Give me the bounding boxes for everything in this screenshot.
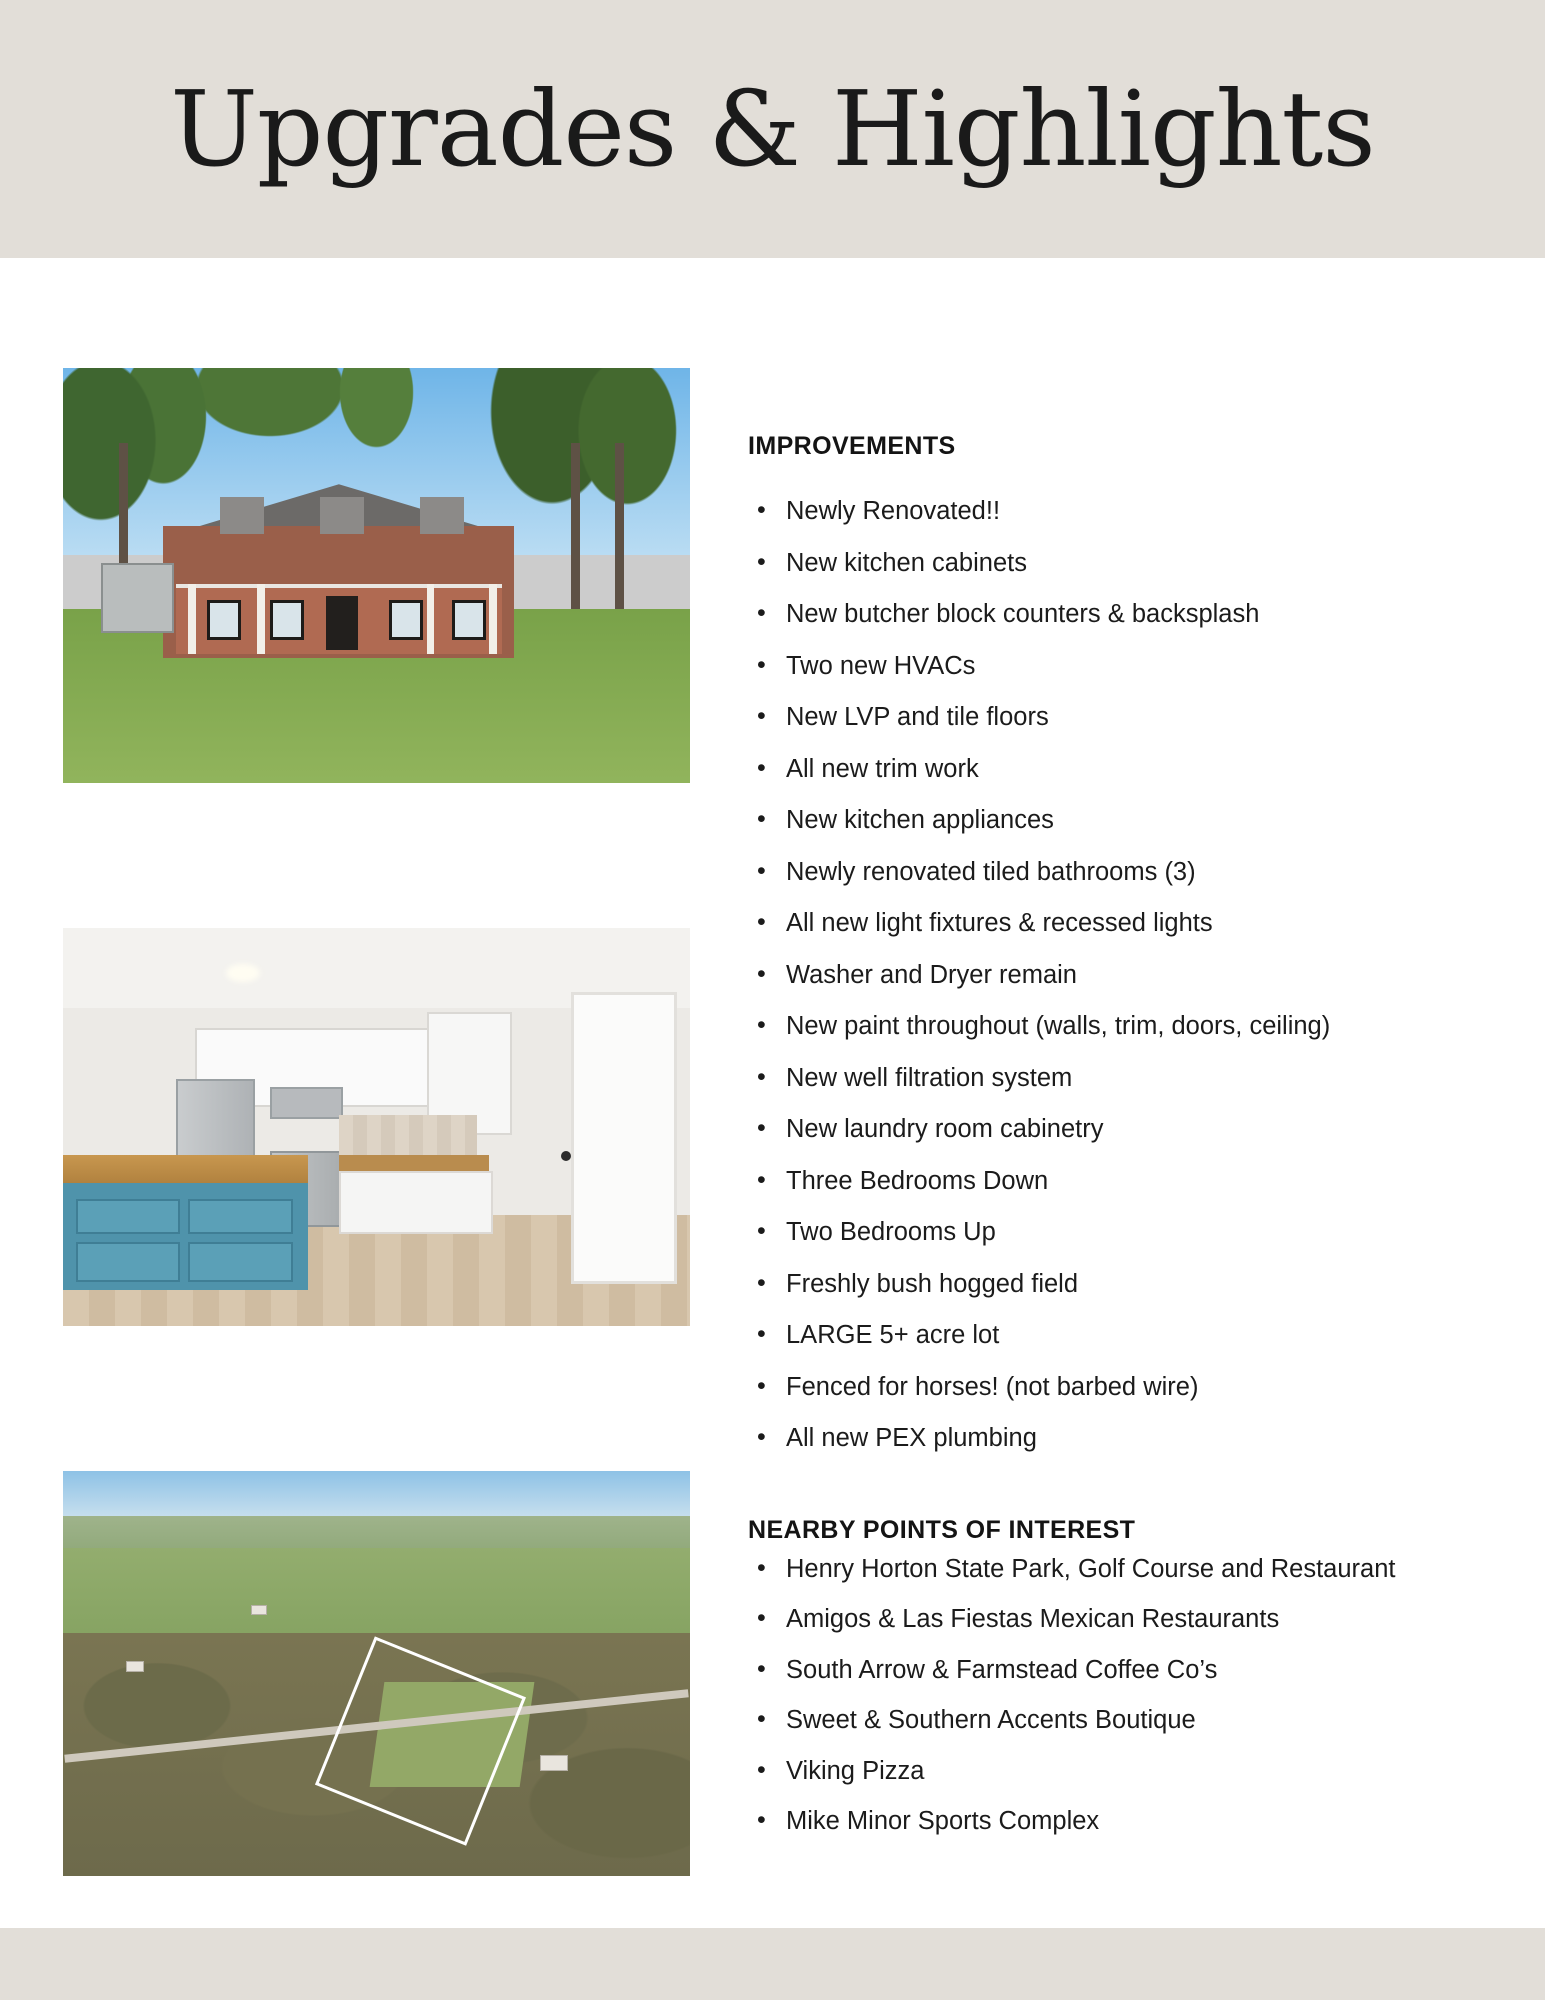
list-item: • New kitchen appliances bbox=[748, 808, 1478, 834]
list-item: • New butcher block counters & backsplash bbox=[748, 602, 1478, 628]
butcher-block-counter bbox=[339, 1155, 489, 1171]
porch-column bbox=[489, 584, 497, 655]
points-of-interest-list bbox=[748, 1554, 1478, 1835]
footer-band bbox=[0, 1928, 1545, 2000]
list-item: • South Arrow & Farmstead Coffee Co’s bbox=[748, 1658, 1478, 1684]
list-item: • Two Bedrooms Up bbox=[748, 1220, 1478, 1246]
interior-door bbox=[571, 992, 677, 1285]
list-item: • Mike Minor Sports Complex bbox=[748, 1809, 1478, 1835]
improvements-heading: IMPROVEMENTS bbox=[748, 432, 956, 460]
list-item: • New paint throughout (walls, trim, doors, ceiling) bbox=[748, 1014, 1478, 1040]
island-drawer bbox=[188, 1199, 292, 1235]
list-item: • Henry Horton State Park, Golf Course and Restaurant bbox=[748, 1557, 1478, 1583]
list-item: • Washer and Dryer remain bbox=[748, 963, 1478, 989]
window bbox=[270, 600, 304, 639]
window bbox=[452, 600, 486, 639]
island-drawer bbox=[188, 1242, 292, 1282]
base-cabinets bbox=[339, 1171, 493, 1235]
door-knob bbox=[561, 1151, 571, 1161]
list-item: • Amigos & Las Fiestas Mexican Restaurants bbox=[748, 1607, 1478, 1633]
neighbor-house bbox=[251, 1605, 267, 1615]
island-drawer bbox=[76, 1242, 180, 1282]
list-item: • All new PEX plumbing bbox=[748, 1426, 1478, 1452]
window bbox=[207, 600, 241, 639]
neighbor-house bbox=[126, 1661, 144, 1672]
front-door bbox=[326, 596, 357, 650]
points-of-interest-heading: NEARBY POINTS OF INTEREST bbox=[748, 1515, 1136, 1544]
garage-door bbox=[101, 563, 174, 633]
list-item: • Freshly bush hogged field bbox=[748, 1272, 1478, 1298]
list-item: • Newly Renovated!! bbox=[748, 499, 1478, 525]
microwave bbox=[270, 1087, 343, 1119]
header-band bbox=[0, 0, 1545, 258]
text-column bbox=[748, 432, 1478, 1860]
list-item: • New laundry room cabinetry bbox=[748, 1117, 1478, 1143]
tile-backsplash bbox=[339, 1115, 477, 1155]
list-item: • New LVP and tile floors bbox=[748, 705, 1478, 731]
island-drawer bbox=[76, 1199, 180, 1235]
aerial-lot-photo bbox=[63, 1471, 690, 1876]
photo-column bbox=[63, 368, 690, 1876]
porch-column bbox=[257, 584, 265, 655]
kitchen-photo bbox=[63, 928, 690, 1326]
list-item: • Two new HVACs bbox=[748, 654, 1478, 680]
exterior-photo bbox=[63, 368, 690, 783]
list-item: • LARGE 5+ acre lot bbox=[748, 1323, 1478, 1349]
list-item: • New kitchen cabinets bbox=[748, 551, 1478, 577]
page-title: Upgrades & Highlights bbox=[170, 68, 1375, 190]
dormer-window bbox=[420, 497, 464, 534]
list-item: • Newly renovated tiled bathrooms (3) bbox=[748, 860, 1478, 886]
dormer-window bbox=[220, 497, 264, 534]
list-item: • New well filtration system bbox=[748, 1066, 1478, 1092]
list-item: • All new light fixtures & recessed lights bbox=[748, 911, 1478, 937]
island-countertop bbox=[63, 1155, 308, 1183]
list-item: • Sweet & Southern Accents Boutique bbox=[748, 1708, 1478, 1734]
list-item: • All new trim work bbox=[748, 757, 1478, 783]
improvements-list bbox=[748, 499, 1478, 1452]
list-item: • Three Bedrooms Down bbox=[748, 1169, 1478, 1195]
dormer-window bbox=[320, 497, 364, 534]
porch-column bbox=[188, 584, 196, 655]
neighbor-house bbox=[540, 1755, 568, 1771]
window bbox=[389, 600, 423, 639]
list-item: • Fenced for horses! (not barbed wire) bbox=[748, 1375, 1478, 1401]
recessed-light bbox=[226, 964, 260, 982]
list-item: • Viking Pizza bbox=[748, 1759, 1478, 1785]
porch-column bbox=[427, 584, 435, 655]
